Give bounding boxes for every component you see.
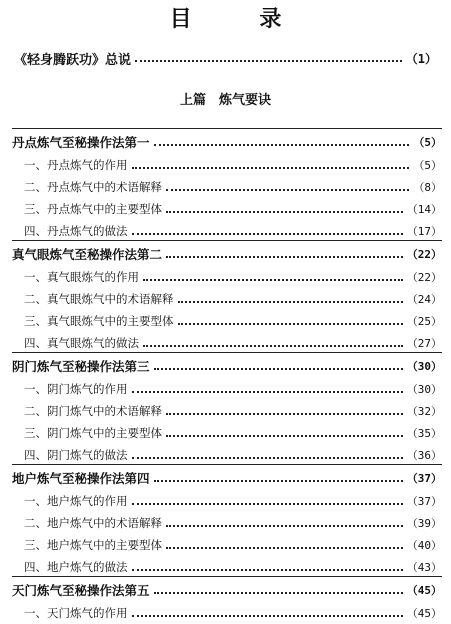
leader-dots — [154, 480, 403, 482]
toc-chapter-entry[interactable] — [12, 467, 442, 489]
toc-entry-label: 地户炼气至秘操作法第四 — [12, 471, 150, 486]
leader-dots — [132, 615, 403, 617]
leader-dots — [166, 547, 403, 549]
toc-entry-page: （17） — [406, 225, 442, 238]
toc-entry-label: 二、丹点炼气中的术语解释 — [24, 180, 162, 194]
leader-dots — [143, 345, 403, 347]
toc-section-entry[interactable] — [24, 444, 442, 466]
toc-entry-label: 一、天门炼气的作用 — [24, 606, 128, 620]
toc-entry-label: 四、真气眼炼气的做法 — [24, 336, 139, 350]
toc-entry-label: 真气眼炼气至秘操作法第二 — [12, 247, 163, 262]
toc-entry-page: （14） — [406, 203, 442, 216]
toc-entry-label: 二、阴门炼气中的术语解释 — [24, 404, 162, 418]
toc-section-entry[interactable] — [24, 490, 442, 512]
toc-chapter-entry[interactable] — [12, 579, 442, 601]
toc-entry-page: （45） — [406, 584, 442, 597]
toc-entry-page: （22） — [406, 248, 442, 261]
page-title: 目 录 — [169, 7, 312, 32]
leader-dots — [166, 189, 409, 191]
toc-section-entry[interactable] — [24, 400, 442, 422]
toc-entry-label: 四、丹点炼气的做法 — [24, 224, 128, 238]
toc-entry-page: （27） — [406, 337, 442, 350]
toc-section-entry[interactable] — [24, 266, 442, 288]
toc-entry-label: 天门炼气至秘操作法第五 — [12, 583, 150, 598]
toc-chapter-entry[interactable] — [12, 355, 442, 377]
toc-entry-page: （45） — [406, 607, 442, 620]
leader-dots — [178, 301, 403, 303]
toc-entry-label: 三、地户炼气中的主要型体 — [24, 538, 162, 552]
toc-entry-label: 二、地户炼气中的术语解释 — [24, 516, 162, 530]
toc-entry-page: （30） — [406, 360, 442, 373]
toc-chapter-entry[interactable] — [12, 243, 442, 265]
toc-entry-page: （22） — [406, 271, 442, 284]
leader-dots — [143, 279, 403, 281]
leader-dots — [166, 211, 403, 213]
toc-entry-label: 四、阴门炼气的做法 — [24, 448, 128, 462]
toc-entry-page: （43） — [406, 561, 442, 574]
chapter-divider — [12, 128, 442, 129]
toc-section-entry[interactable] — [24, 378, 442, 400]
toc-entry-label: 三、阴门炼气中的主要型体 — [24, 426, 162, 440]
toc-entry-page: （24） — [406, 293, 442, 306]
toc-entry-page: （30） — [406, 383, 442, 396]
toc-entry-label: 三、真气眼炼气中的主要型体 — [24, 314, 174, 328]
leader-dots — [154, 592, 403, 594]
toc-entry-page: （8） — [413, 181, 442, 194]
leader-dots — [132, 391, 403, 393]
toc-entry-page: （35） — [406, 427, 442, 440]
chapter-divider — [12, 464, 442, 465]
toc-section-entry[interactable] — [24, 534, 442, 556]
toc-entry-label: 三、丹点炼气中的主要型体 — [24, 202, 162, 216]
chapter-divider — [12, 576, 442, 577]
toc-section-entry[interactable] — [24, 310, 442, 332]
toc-section-entry[interactable] — [24, 556, 442, 578]
leader-dots — [166, 413, 403, 415]
toc-entry-page: （1） — [405, 51, 437, 66]
leader-dots — [135, 60, 402, 62]
toc-entry-label: 一、真气眼炼气的作用 — [24, 270, 139, 284]
toc-section-entry[interactable] — [24, 422, 442, 444]
toc-section-entry[interactable] — [24, 512, 442, 534]
leader-dots — [132, 503, 403, 505]
toc-entry-label: 二、真气眼炼气中的术语解释 — [24, 292, 174, 306]
toc-entry-page: （37） — [406, 495, 442, 508]
toc-entry-page: （39） — [406, 517, 442, 530]
leader-dots — [154, 144, 410, 146]
toc-entry-page: （36） — [406, 449, 442, 462]
toc-chapter-entry[interactable] — [12, 131, 442, 153]
toc-entry-page: （25） — [406, 315, 442, 328]
leader-dots — [132, 569, 403, 571]
leader-dots — [154, 368, 403, 370]
leader-dots — [166, 256, 403, 258]
leader-dots — [178, 323, 403, 325]
toc-entry-page: （5） — [413, 136, 442, 149]
toc-entry-label: 四、地户炼气的做法 — [24, 560, 128, 574]
toc-section-entry[interactable] — [24, 602, 442, 624]
toc-section-entry[interactable] — [24, 154, 442, 176]
leader-dots — [132, 167, 410, 169]
toc-section-entry[interactable] — [24, 332, 442, 354]
toc-entry-label: 一、地户炼气的作用 — [24, 494, 128, 508]
chapter-divider — [12, 352, 442, 353]
toc-section-entry[interactable] — [24, 176, 442, 198]
toc-entry-label: 一、丹点炼气的作用 — [24, 158, 128, 172]
part-heading: 上篇 炼气要诀 — [179, 93, 271, 108]
leader-dots — [132, 457, 403, 459]
toc-entry-label: 丹点炼气至秘操作法第一 — [12, 135, 150, 150]
toc-section-entry[interactable] — [24, 288, 442, 310]
toc-entry-general[interactable] — [14, 47, 437, 69]
leader-dots — [132, 233, 403, 235]
toc-entry-page: （32） — [406, 405, 442, 418]
toc-entry-label: 一、阴门炼气的作用 — [24, 382, 128, 396]
toc-section-entry[interactable] — [24, 220, 442, 242]
toc-section-entry[interactable] — [24, 198, 442, 220]
toc-entry-label: 阴门炼气至秘操作法第三 — [12, 359, 150, 374]
toc-entry-page: （40） — [406, 539, 442, 552]
leader-dots — [166, 435, 403, 437]
toc-entry-page: （37） — [406, 472, 442, 485]
toc-entry-label: 《轻身腾跃功》总说 — [14, 52, 132, 68]
toc-entry-page: （5） — [413, 159, 442, 172]
chapter-divider — [12, 240, 442, 241]
leader-dots — [166, 525, 403, 527]
